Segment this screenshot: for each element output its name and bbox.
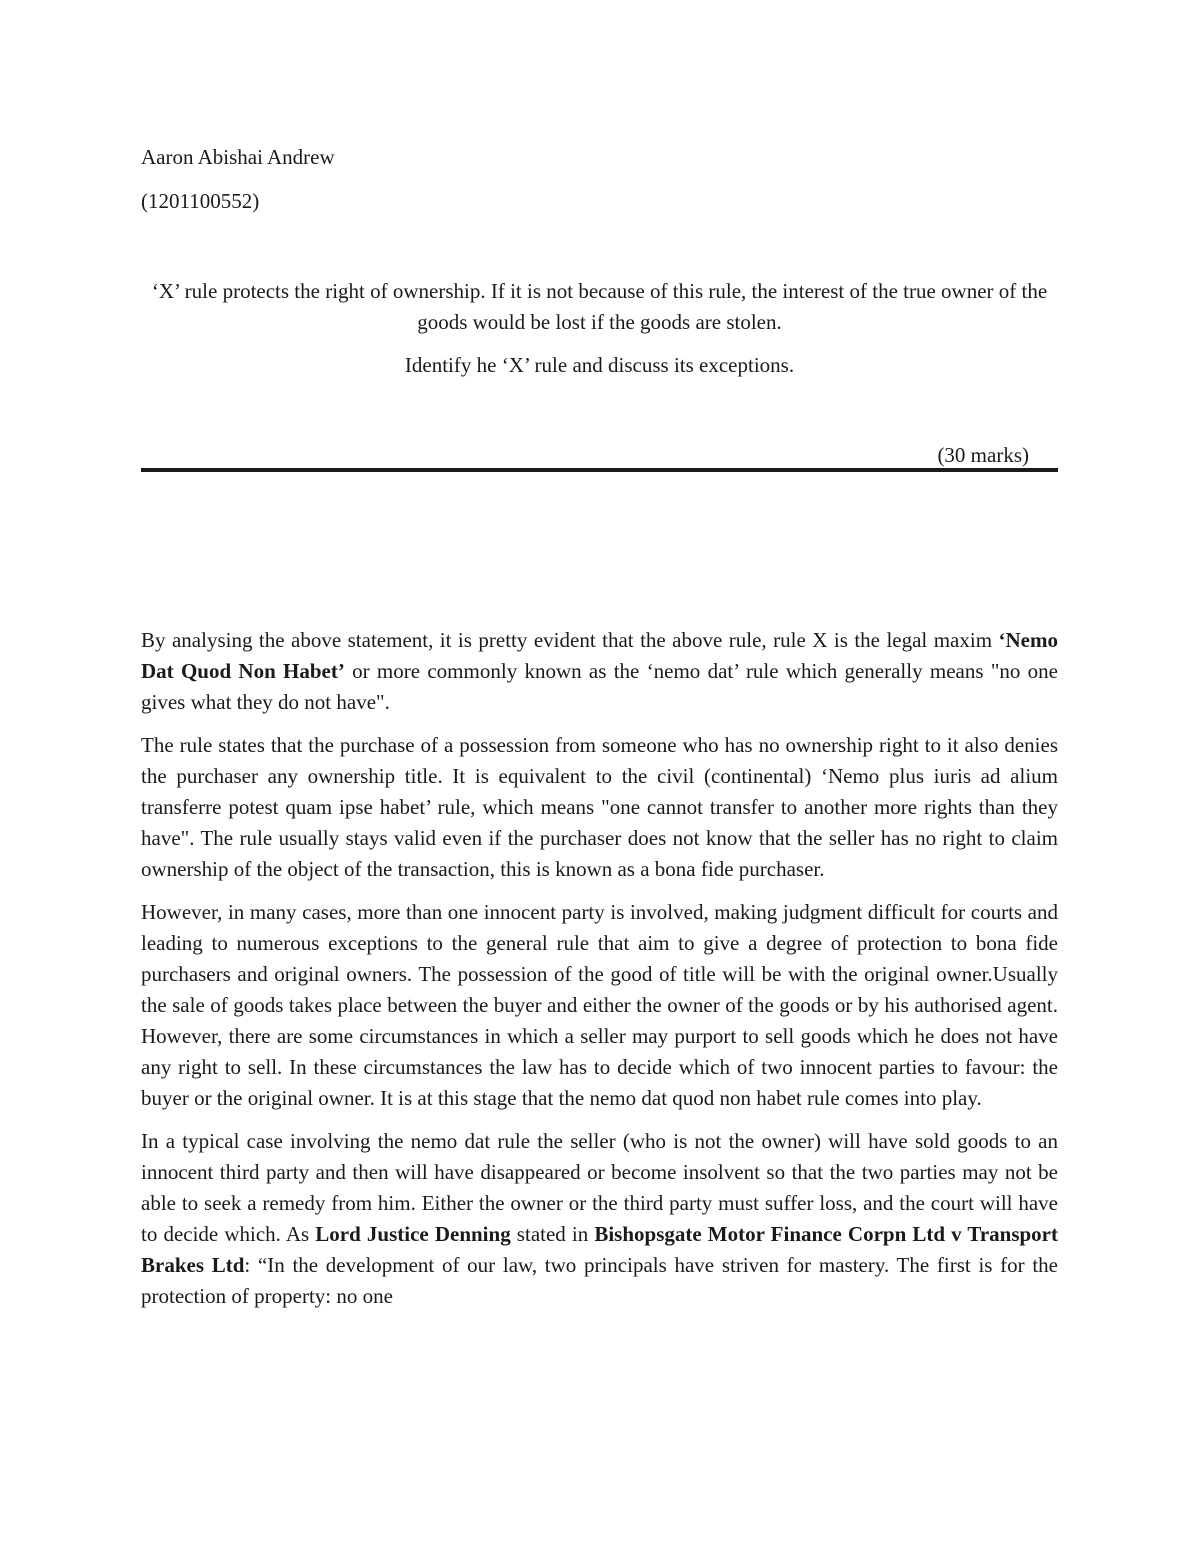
question-block <box>141 276 1058 381</box>
judge-name: Lord Justice Denning <box>315 1222 511 1246</box>
answer-paragraph-1 <box>141 625 1058 718</box>
question-statement: ‘X’ rule protects the right of ownership. If it is not because of this rule, the interest of the true owner of the goods would be lost if the goods are stolen. <box>151 279 1048 334</box>
horizontal-divider <box>141 468 1058 472</box>
answer-paragraph-4 <box>141 1126 1058 1312</box>
answer-body <box>141 625 1058 1324</box>
marks-label: (30 marks) <box>937 443 1029 467</box>
p4-text-c: stated in <box>510 1222 595 1246</box>
answer-paragraph-3: However, in many cases, more than one innocent party is involved, making judgment difficult for courts and leading to numerous exceptions to the general rule that aim to give a degree of protection to bona fide purchasers and original owners. The possession of the good of title will be with the original owner.Usually the sale of goods takes place between the buyer and either the owner of the goods or by his authorised agent. However, there are some circumstances in which a seller may purport to sell goods which he does not have any right to sell. In these circumstances the law has to decide which of two innocent parties to favour: the buyer or the original owner. It is at this stage that the nemo dat quod non habet rule comes into play. <box>141 900 1058 1110</box>
author-name: Aaron Abishai Andrew <box>141 145 335 169</box>
legal-maxim: ‘Nemo Dat Quod Non Habet’ <box>141 628 1058 683</box>
student-id: (1201100552) <box>141 189 260 213</box>
question-instruction: Identify he ‘X’ rule and discuss its exceptions. <box>404 353 795 377</box>
p1-text-a: By analysing the above statement, it is pretty evident that the above rule, rule X is the legal maxim <box>141 628 999 652</box>
case-name: Bishopsgate Motor Finance Corpn Ltd v Transport Brakes Ltd <box>141 1222 1058 1277</box>
p4-text-a: In a typical case involving the nemo dat rule the seller (who is not the owner) will have sold goods to an innocent third party and then will have disappeared or become insolvent so that the two parties may not be able to seek a remedy from him. Either the owner or the third party must suffer loss, and the court will have to decide which. As <box>141 1129 1058 1246</box>
p1-text-c: or more commonly known as the ‘nemo dat’ rule which generally means "no one gives what they do not have". <box>141 659 1058 714</box>
answer-paragraph-2: The rule states that the purchase of a possession from someone who has no ownership right to it also denies the purchaser any ownership title. It is equivalent to the civil (continental) ‘Nemo plus iuris ad alium transferre potest quam ipse habet’ rule, which means "one cannot transfer to another more rights than they have". The rule usually stays valid even if the purchaser does not know that the seller has no right to claim ownership of the object of the transaction, this is known as a bona fide purchaser. <box>141 733 1058 881</box>
p4-text-e: : “In the development of our law, two principals have striven for mastery. The first is for the protection of property: no one <box>141 1253 1058 1308</box>
